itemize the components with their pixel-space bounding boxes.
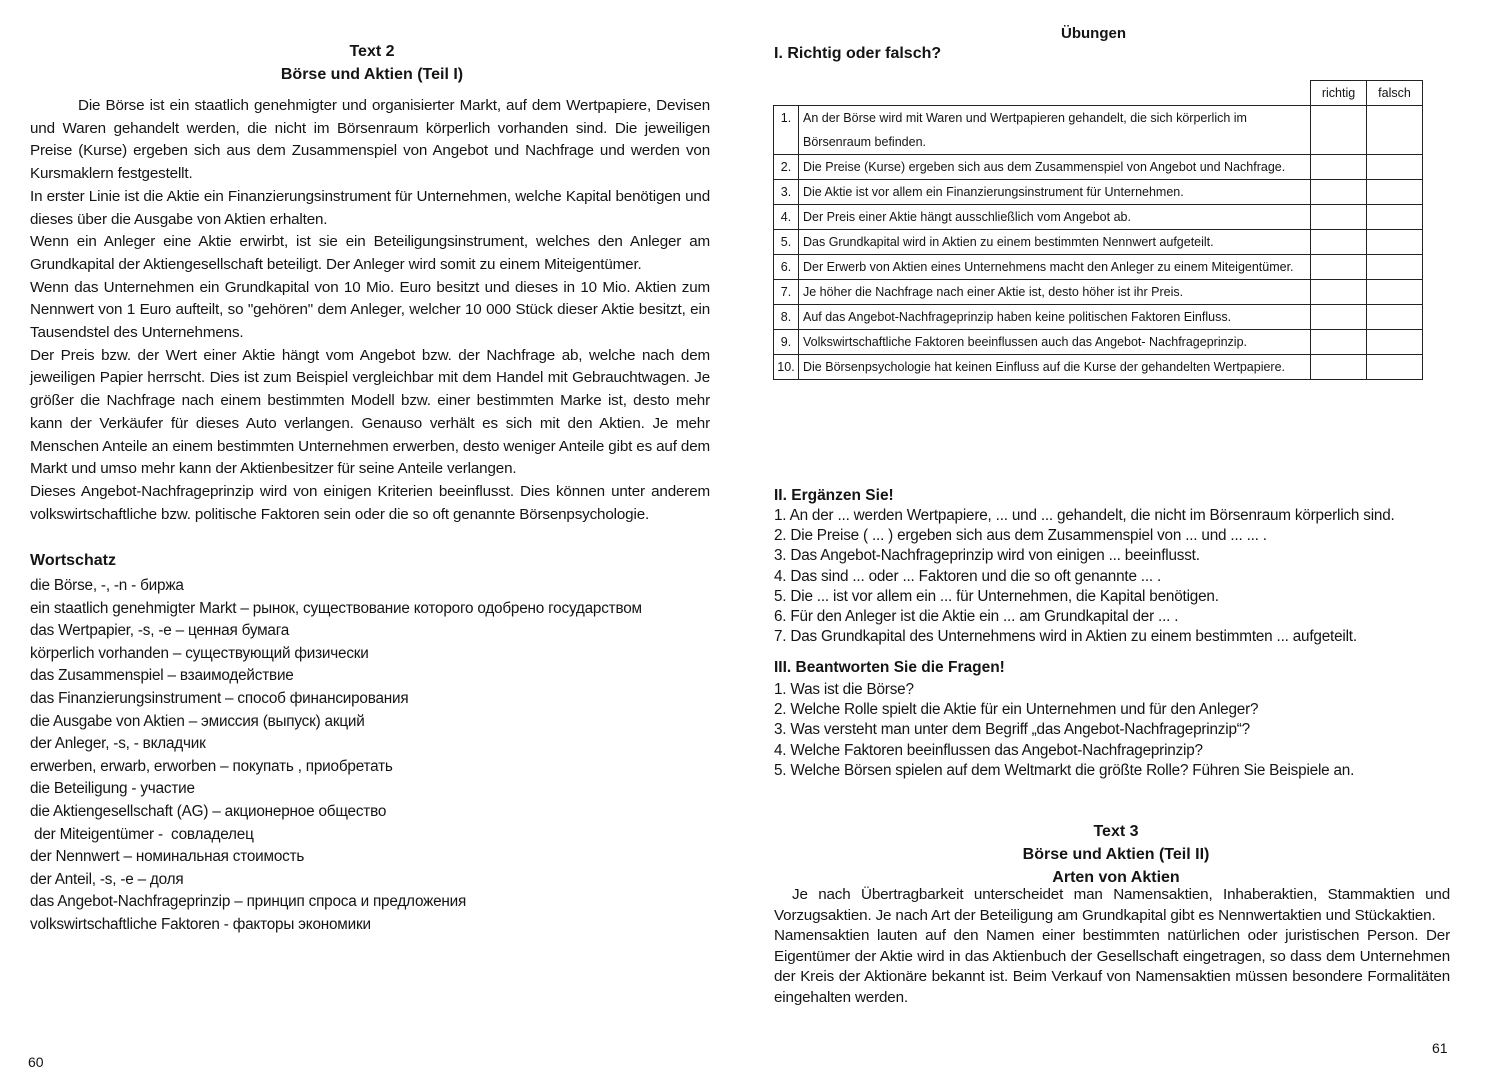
statement-text: Die Börsenpsychologie hat keinen Einfluss auf die Kurse der gehandelten Wertpapiere.	[799, 355, 1311, 380]
falsch-cell[interactable]	[1367, 280, 1423, 305]
table-header-blank	[774, 81, 1311, 106]
statement-text: Volkswirtschaftliche Faktoren beeinflussen auch das Angebot- Nachfrageprinzip.	[799, 330, 1311, 355]
text3-title: Text 3	[1093, 823, 1139, 840]
statement-number: 6.	[774, 255, 799, 280]
falsch-cell[interactable]	[1367, 155, 1423, 180]
exercise2-item: 2. Die Preise ( ... ) ergeben sich aus dem Zusammenspiel von ... und ... ... .	[774, 527, 1267, 545]
statement-number: 8.	[774, 305, 799, 330]
table-row	[774, 305, 1423, 330]
statement-text: Die Preise (Kurse) ergeben sich aus dem Zusammenspiel von Angebot und Nachfrage.	[799, 155, 1311, 180]
exercise2-list	[774, 506, 1395, 647]
statement-number: 9.	[774, 330, 799, 355]
statement-text: Die Aktie ist vor allem ein Finanzierungsinstrument für Unternehmen.	[799, 180, 1311, 205]
vocab-item: ein staatlich genehmigter Markt – рынок, существование которого одобрено государством	[30, 599, 642, 617]
exercise3-item: 3. Was versteht man unter dem Begriff „das Angebot-Nachfrageprinzip“?	[774, 721, 1250, 739]
vocab-item: das Wertpapier, -s, -e – ценная бумага	[30, 622, 290, 640]
exercise2-item: 5. Die ... ist vor allem ein ... für Unternehmen, die Kapital benötigen.	[774, 587, 1219, 605]
text2-title: Text 2	[349, 43, 395, 60]
vocab-item: volkswirtschaftliche Faktoren - факторы экономики	[30, 915, 371, 933]
richtig-cell[interactable]	[1311, 180, 1367, 205]
richtig-cell[interactable]	[1311, 355, 1367, 380]
text2-paragraph: Der Preis bzw. der Wert einer Aktie hängt vom Angebot bzw. der Nachfrage ab, welche nach dem jeweiligen Papier herrscht. Dies ist zum Beispiel vergleichbar mit dem Handel mit Gebrauchtwagen. Je größer die Nachfrage nach einem bestimmten Modell bzw. einer bestimmten Marke ist, desto mehr kann der Verkäufer für dieses Auto verlangen. Genauso verhält es sich mit den Aktien. Je mehr Menschen Anteile an einem bestimmten Unternehmen erwerben, desto weniger Anteile gibt es auf dem Markt und umso mehr kann der Aktienbesitzer für seine Anteile verlangen.	[30, 346, 710, 478]
vocab-item: der Miteigentümer - совладелец	[30, 825, 254, 843]
falsch-cell[interactable]	[1367, 230, 1423, 255]
richtig-cell[interactable]	[1311, 305, 1367, 330]
statement-number: 4.	[774, 205, 799, 230]
vocab-item: die Ausgabe von Aktien – эмиссия (выпуск) акций	[30, 712, 365, 730]
page-number: 61	[1432, 1040, 1448, 1056]
vocab-item: die Beteiligung - участие	[30, 780, 195, 798]
text2-paragraph: In erster Linie ist die Aktie ein Finanzierungsinstrument für Unternehmen, welche Kapital benötigen und dieses über die Ausgabe von Aktien erhalten.	[30, 187, 710, 228]
statement-text: Auf das Angebot-Nachfrageprinzip haben keine politischen Faktoren Einfluss.	[799, 305, 1311, 330]
table-header-row	[774, 81, 1423, 106]
text3-subtitle: Börse und Aktien (Teil II)	[1022, 846, 1210, 863]
vocab-item: der Anteil, -s, -e – доля	[30, 870, 184, 888]
falsch-cell[interactable]	[1367, 355, 1423, 380]
richtig-cell[interactable]	[1311, 106, 1367, 155]
exercise3-item: 4. Welche Faktoren beeinflussen das Angebot-Nachfrageprinzip?	[774, 741, 1203, 759]
table-row	[774, 230, 1423, 255]
vocab-item: das Finanzierungsinstrument – способ финансирования	[30, 689, 409, 707]
falsch-cell[interactable]	[1367, 106, 1423, 155]
vocab-item: die Aktiengesellschaft (AG) – акционерное общество	[30, 802, 387, 820]
falsch-cell[interactable]	[1367, 180, 1423, 205]
falsch-cell[interactable]	[1367, 205, 1423, 230]
table-row	[774, 155, 1423, 180]
table-row	[774, 180, 1423, 205]
table-row	[774, 106, 1423, 155]
exercise3-item: 1. Was ist die Börse?	[774, 681, 914, 698]
true-false-table	[773, 80, 1423, 380]
statement-text: Das Grundkapital wird in Aktien zu einem bestimmten Nennwert aufgeteilt.	[799, 230, 1311, 255]
statement-number: 1.	[774, 106, 799, 155]
vocab-item: körperlich vorhanden – существующий физически	[30, 644, 369, 662]
exercise3-item: 5. Welche Börsen spielen auf dem Weltmarkt die größte Rolle? Führen Sie Beispiele an.	[774, 761, 1355, 779]
exercise3-list	[774, 680, 1354, 781]
richtig-cell[interactable]	[1311, 280, 1367, 305]
text3-title-block	[744, 820, 1488, 889]
vocab-item: das Zusammenspiel – взаимодействие	[30, 667, 294, 685]
right-page	[744, 0, 1488, 1084]
table-row	[774, 205, 1423, 230]
vocab-item: die Börse, -, -n - биржа	[30, 577, 184, 594]
falsch-cell[interactable]	[1367, 255, 1423, 280]
falsch-cell[interactable]	[1367, 305, 1423, 330]
table-row	[774, 330, 1423, 355]
exercise2-item: 3. Das Angebot-Nachfrageprinzip wird von einigen ... beeinflusst.	[774, 547, 1200, 565]
exercise2-item: 1. An der ... werden Wertpapiere, ... und ... gehandelt, die nicht im Börsenraum körperlich sind.	[774, 507, 1395, 524]
richtig-cell[interactable]	[1311, 230, 1367, 255]
vocab-heading: Wortschatz	[30, 552, 116, 569]
text3-paragraph: Je nach Übertragbarkeit unterscheidet man Namensaktien, Inhaberaktien, Stammaktien und Vorzugsaktien. Je nach Art der Beteiligung am Grundkapital gibt es Nennwertaktien und Stückaktien.	[774, 886, 1450, 924]
vocab-list	[30, 575, 730, 937]
statement-number: 2.	[774, 155, 799, 180]
column-header-falsch: falsch	[1367, 81, 1423, 106]
table-row	[774, 255, 1423, 280]
vocab-item: der Nennwert – номинальная стоимость	[30, 848, 305, 866]
column-header-richtig: richtig	[1311, 81, 1367, 106]
text2-paragraph: Die Börse ist ein staatlich genehmigter und organisierter Markt, auf dem Wertpapiere, Devisen und Waren gehandelt werden, die nicht im Börsenraum körperlich vorhanden sind. Die jeweiligen Preise (Kurse) ergeben sich aus dem Zusammenspiel von Angebot und Nachfrage und werden von Kursmaklern festgestellt.	[30, 97, 710, 183]
text3-section-title: Arten von Aktien	[1052, 869, 1180, 886]
richtig-cell[interactable]	[1311, 205, 1367, 230]
page-number: 60	[28, 1054, 44, 1070]
statement-text: Der Erwerb von Aktien eines Unternehmens macht den Anleger zu einem Miteigentümer.	[799, 255, 1311, 280]
statement-number: 7.	[774, 280, 799, 305]
falsch-cell[interactable]	[1367, 330, 1423, 355]
statement-number: 10.	[774, 355, 799, 380]
table-row	[774, 280, 1423, 305]
statement-number: 3.	[774, 180, 799, 205]
exercise3-heading: III. Beantworten Sie die Fragen!	[774, 659, 1005, 676]
richtig-cell[interactable]	[1311, 255, 1367, 280]
text2-title-block	[0, 40, 744, 86]
table-row	[774, 355, 1423, 380]
text2-paragraph: Wenn das Unternehmen ein Grundkapital von 10 Mio. Euro besitzt und dieses in 10 Mio. Aktien zum Nennwert von 1 Euro aufteilt, so "gehören" dem Anleger, welcher 10 000 Stück dieser Aktie besitzt, ein Tausendstel des Unternehmens.	[30, 278, 710, 342]
exercise3-item: 2. Welche Rolle spielt die Aktie für ein Unternehmen und für den Anleger?	[774, 701, 1259, 719]
text2-body	[30, 95, 710, 526]
text2-paragraph: Wenn ein Anleger eine Aktie erwirbt, ist sie ein Beteiligungsinstrument, welches den Anleger am Grundkapital der Aktiengesellschaft beteiligt. Der Anleger wird somit zu einem Miteigentümer.	[30, 233, 710, 273]
exercises-title: Übungen	[1061, 25, 1126, 42]
statement-text: An der Börse wird mit Waren und Wertpapieren gehandelt, die sich körperlich im Börsenraum befinden.	[799, 106, 1311, 155]
text3-paragraph: Namensaktien lauten auf den Namen einer bestimmten natürlichen oder juristischen Person. Der Eigentümer der Aktie wird in das Aktienbuch der Gesellschaft eingetragen, so dass dem Unternehmen der Kreis der Aktionäre bekannt ist. Beim Verkauf von Namensaktien müssen besondere Formalitäten eingehalten werden.	[774, 927, 1450, 1006]
text2-subtitle: Börse und Aktien (Teil I)	[280, 66, 464, 83]
statement-number: 5.	[774, 230, 799, 255]
statement-text: Der Preis einer Aktie hängt ausschließlich vom Angebot ab.	[799, 205, 1311, 230]
text2-paragraph: Dieses Angebot-Nachfrageprinzip wird von einigen Kriterien beeinflusst. Dies können unter anderem volkswirtschaftliche bzw. politische Faktoren sein oder die so oft genannte Börsenpsychologie.	[30, 482, 710, 523]
vocab-item: das Angebot-Nachfrageprinzip – принцип спроса и предложения	[30, 893, 467, 911]
text3-body	[774, 885, 1450, 1009]
vocab-item: erwerben, erwarb, erworben – покупать , приобретать	[30, 757, 393, 775]
exercise1-heading: I. Richtig oder falsch?	[774, 45, 942, 62]
statement-text: Je höher die Nachfrage nach einer Aktie ist, desto höher ist ihr Preis.	[799, 280, 1311, 305]
exercise2-item: 7. Das Grundkapital des Unternehmens wird in Aktien zu einem bestimmten ... aufgeteilt.	[774, 628, 1357, 646]
exercise2-heading: II. Ergänzen Sie!	[774, 487, 894, 504]
vocab-item: der Anleger, -s, - вкладчик	[30, 735, 206, 753]
richtig-cell[interactable]	[1311, 155, 1367, 180]
exercise2-item: 4. Das sind ... oder ... Faktoren und die so oft genannte ... .	[774, 567, 1162, 585]
richtig-cell[interactable]	[1311, 330, 1367, 355]
exercise2-item: 6. Für den Anleger ist die Aktie ein ... am Grundkapital der ... .	[774, 608, 1179, 626]
